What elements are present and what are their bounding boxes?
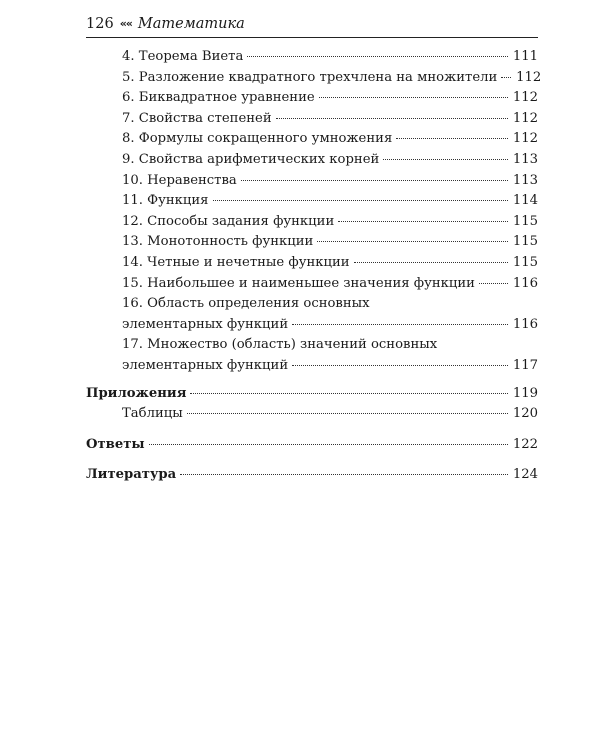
toc-item-label: 14. Четные и нечетные функции bbox=[122, 254, 350, 270]
toc-item-page: 112 bbox=[512, 90, 538, 106]
leader-dots bbox=[247, 56, 508, 57]
leader-dots bbox=[149, 444, 508, 445]
page-number: 126 bbox=[86, 16, 114, 32]
leader-dots bbox=[396, 138, 508, 139]
toc-section-page: 119 bbox=[512, 385, 538, 401]
toc-item-page: 115 bbox=[512, 254, 538, 270]
toc-item[interactable] bbox=[86, 47, 538, 68]
toc-item[interactable] bbox=[86, 109, 538, 130]
toc-item-page: 112 bbox=[516, 69, 542, 85]
header-rule bbox=[86, 37, 538, 38]
leader-dots bbox=[292, 324, 508, 325]
toc-item-label: Таблицы bbox=[122, 406, 183, 422]
toc-section-literature[interactable] bbox=[86, 465, 538, 486]
toc-item[interactable] bbox=[86, 274, 538, 295]
toc-item-page: 120 bbox=[512, 406, 538, 422]
toc-item-label-continued: элементарных функций bbox=[122, 316, 289, 332]
toc-item-tables[interactable] bbox=[86, 404, 538, 425]
leader-dots bbox=[317, 241, 508, 242]
toc-item-label: 7. Свойства степеней bbox=[122, 110, 272, 126]
toc-item-label: 10. Неравенства bbox=[122, 172, 237, 188]
toc-section-page: 122 bbox=[512, 436, 538, 452]
toc-item[interactable] bbox=[86, 253, 538, 274]
header-ornament-icon: «« bbox=[119, 17, 132, 30]
toc-item-label: 17. Множество (область) значений основных bbox=[122, 337, 438, 353]
leader-dots bbox=[180, 474, 508, 475]
book-title: Математика bbox=[137, 16, 245, 32]
toc-item-page: 116 bbox=[512, 316, 538, 332]
leader-dots bbox=[354, 262, 508, 263]
toc-item[interactable] bbox=[86, 171, 538, 192]
toc-item-page: 115 bbox=[512, 213, 538, 229]
toc-item-page: 114 bbox=[512, 193, 538, 209]
leader-dots bbox=[187, 413, 508, 414]
toc-item-label-continued: элементарных функций bbox=[122, 357, 289, 373]
toc-item-label: 8. Формулы сокращенного умножения bbox=[122, 131, 393, 147]
leader-dots bbox=[383, 159, 508, 160]
table-of-contents bbox=[86, 47, 542, 486]
leader-dots bbox=[479, 283, 508, 284]
toc-item-page: 112 bbox=[512, 110, 538, 126]
leader-dots bbox=[190, 393, 508, 394]
toc-section-answers[interactable] bbox=[86, 435, 538, 456]
leader-dots bbox=[319, 97, 508, 98]
leader-dots bbox=[241, 180, 508, 181]
toc-item[interactable] bbox=[86, 232, 538, 253]
toc-item-label: 11. Функция bbox=[122, 193, 209, 209]
toc-item-page: 112 bbox=[512, 131, 538, 147]
leader-dots bbox=[292, 365, 508, 366]
toc-item-page: 113 bbox=[512, 151, 538, 167]
toc-item[interactable] bbox=[86, 129, 538, 150]
toc-item-label: 9. Свойства арифметических корней bbox=[122, 151, 380, 167]
toc-item[interactable] bbox=[86, 294, 538, 335]
toc-section-label: Литература bbox=[86, 467, 177, 483]
running-header bbox=[86, 12, 538, 36]
leader-dots bbox=[501, 77, 511, 78]
toc-item[interactable] bbox=[86, 150, 538, 171]
toc-item[interactable] bbox=[86, 212, 538, 233]
toc-item-label: 4. Теорема Виета bbox=[122, 49, 244, 64]
leader-dots bbox=[213, 200, 509, 201]
toc-item-page: 117 bbox=[512, 357, 538, 373]
toc-item-page: 116 bbox=[512, 275, 538, 291]
toc-item[interactable] bbox=[86, 88, 538, 109]
toc-section-label: Ответы bbox=[86, 436, 145, 452]
toc-item-page: 111 bbox=[512, 49, 538, 64]
toc-item[interactable] bbox=[86, 68, 542, 89]
leader-dots bbox=[276, 118, 508, 119]
leader-dots bbox=[338, 221, 508, 222]
toc-item-label: 13. Монотонность функции bbox=[122, 234, 314, 250]
toc-section-appendix[interactable] bbox=[86, 384, 538, 405]
toc-item-page: 113 bbox=[512, 172, 538, 188]
toc-item-label: 6. Биквадратное уравнение bbox=[122, 90, 315, 106]
toc-item-label: 15. Наибольшее и наименьшее значения функции bbox=[122, 275, 475, 291]
toc-item-label: 5. Разложение квадратного трехчлена на множители bbox=[122, 69, 498, 85]
toc-item[interactable] bbox=[86, 191, 538, 212]
toc-item-label: 12. Способы задания функции bbox=[122, 213, 335, 229]
toc-item-label: 16. Область определения основных bbox=[122, 296, 370, 312]
toc-section-page: 124 bbox=[512, 467, 538, 483]
toc-item-page: 115 bbox=[512, 234, 538, 250]
toc-item[interactable] bbox=[86, 335, 538, 376]
toc-section-label: Приложения bbox=[86, 385, 187, 401]
